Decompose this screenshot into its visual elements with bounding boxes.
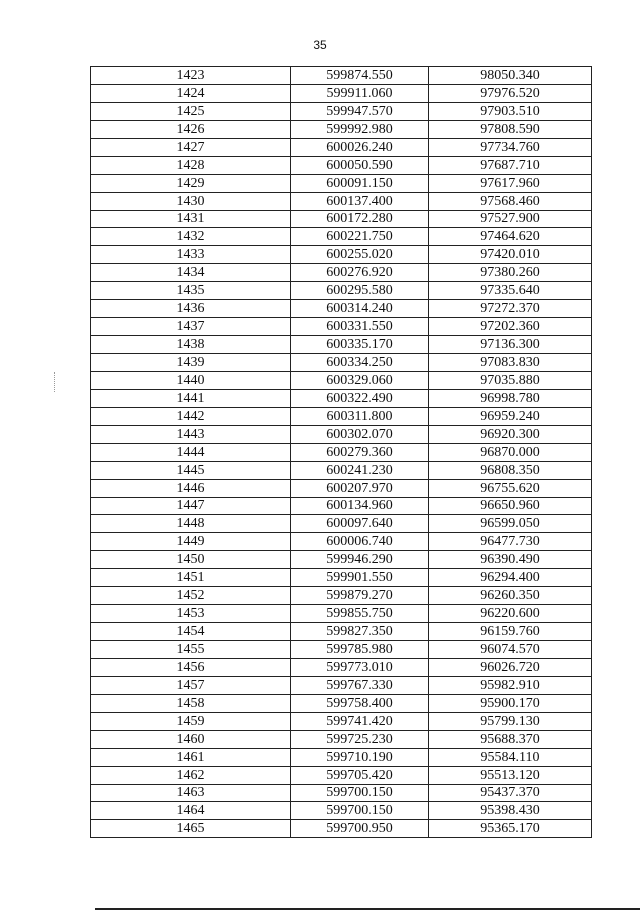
x-coordinate-cell: 599725.230 [291,730,429,748]
point-number-cell: 1452 [91,587,291,605]
table-row [91,784,592,802]
point-number-cell: 1438 [91,336,291,354]
x-coordinate-cell: 600295.580 [291,282,429,300]
table-row [91,371,592,389]
point-number-cell: 1453 [91,605,291,623]
x-coordinate-cell: 600255.020 [291,246,429,264]
x-coordinate-cell: 599879.270 [291,587,429,605]
point-number-cell: 1462 [91,766,291,784]
y-coordinate-cell: 95982.910 [429,676,592,694]
y-coordinate-cell: 96998.780 [429,389,592,407]
point-number-cell: 1459 [91,712,291,730]
x-coordinate-cell: 600241.230 [291,461,429,479]
point-number-cell: 1461 [91,748,291,766]
y-coordinate-cell: 96808.350 [429,461,592,479]
x-coordinate-cell: 600335.170 [291,336,429,354]
y-coordinate-cell: 97272.370 [429,300,592,318]
table-row [91,461,592,479]
table-row [91,336,592,354]
point-number-cell: 1445 [91,461,291,479]
x-coordinate-cell: 600221.750 [291,228,429,246]
x-coordinate-cell: 600137.400 [291,192,429,210]
coordinates-table-body [91,67,592,838]
y-coordinate-cell: 95799.130 [429,712,592,730]
x-coordinate-cell: 600172.280 [291,210,429,228]
point-number-cell: 1447 [91,497,291,515]
y-coordinate-cell: 98050.340 [429,67,592,85]
x-coordinate-cell: 599773.010 [291,658,429,676]
table-row [91,138,592,156]
table-row [91,551,592,569]
table-row [91,641,592,659]
x-coordinate-cell: 599946.290 [291,551,429,569]
y-coordinate-cell: 96599.050 [429,515,592,533]
x-coordinate-cell: 600091.150 [291,174,429,192]
y-coordinate-cell: 95437.370 [429,784,592,802]
table-row [91,67,592,85]
point-number-cell: 1443 [91,425,291,443]
x-coordinate-cell: 600134.960 [291,497,429,515]
table-row [91,264,592,282]
x-coordinate-cell: 600026.240 [291,138,429,156]
point-number-cell: 1446 [91,479,291,497]
table-row [91,694,592,712]
y-coordinate-cell: 97734.760 [429,138,592,156]
y-coordinate-cell: 96159.760 [429,623,592,641]
x-coordinate-cell: 599758.400 [291,694,429,712]
table-row [91,389,592,407]
table-row [91,569,592,587]
table-row [91,623,592,641]
y-coordinate-cell: 97335.640 [429,282,592,300]
point-number-cell: 1425 [91,102,291,120]
point-number-cell: 1448 [91,515,291,533]
table-row [91,820,592,838]
x-coordinate-cell: 600311.800 [291,407,429,425]
table-row [91,407,592,425]
point-number-cell: 1429 [91,174,291,192]
y-coordinate-cell: 96477.730 [429,533,592,551]
y-coordinate-cell: 96870.000 [429,443,592,461]
y-coordinate-cell: 95900.170 [429,694,592,712]
point-number-cell: 1426 [91,120,291,138]
y-coordinate-cell: 95398.430 [429,802,592,820]
x-coordinate-cell: 600279.360 [291,443,429,461]
y-coordinate-cell: 96260.350 [429,587,592,605]
y-coordinate-cell: 97808.590 [429,120,592,138]
y-coordinate-cell: 96650.960 [429,497,592,515]
point-number-cell: 1442 [91,407,291,425]
x-coordinate-cell: 599705.420 [291,766,429,784]
table-row [91,84,592,102]
y-coordinate-cell: 97420.010 [429,246,592,264]
table-row [91,658,592,676]
table-row [91,605,592,623]
y-coordinate-cell: 96755.620 [429,479,592,497]
x-coordinate-cell: 600314.240 [291,300,429,318]
table-row [91,587,592,605]
y-coordinate-cell: 95365.170 [429,820,592,838]
y-coordinate-cell: 96074.570 [429,641,592,659]
point-number-cell: 1435 [91,282,291,300]
table-row [91,730,592,748]
point-number-cell: 1433 [91,246,291,264]
y-coordinate-cell: 96294.400 [429,569,592,587]
x-coordinate-cell: 600322.490 [291,389,429,407]
y-coordinate-cell: 97527.900 [429,210,592,228]
y-coordinate-cell: 97380.260 [429,264,592,282]
y-coordinate-cell: 95688.370 [429,730,592,748]
table-row [91,192,592,210]
x-coordinate-cell: 600331.550 [291,318,429,336]
point-number-cell: 1455 [91,641,291,659]
x-coordinate-cell: 599785.980 [291,641,429,659]
x-coordinate-cell: 600334.250 [291,354,429,372]
table-row [91,497,592,515]
y-coordinate-cell: 97202.360 [429,318,592,336]
point-number-cell: 1458 [91,694,291,712]
table-row [91,210,592,228]
x-coordinate-cell: 599767.330 [291,676,429,694]
x-coordinate-cell: 599700.150 [291,802,429,820]
x-coordinate-cell: 599855.750 [291,605,429,623]
point-number-cell: 1451 [91,569,291,587]
table-row [91,354,592,372]
x-coordinate-cell: 599901.550 [291,569,429,587]
point-number-cell: 1436 [91,300,291,318]
point-number-cell: 1449 [91,533,291,551]
y-coordinate-cell: 96026.720 [429,658,592,676]
table-row [91,443,592,461]
y-coordinate-cell: 97083.830 [429,354,592,372]
point-number-cell: 1434 [91,264,291,282]
x-coordinate-cell: 599911.060 [291,84,429,102]
table-row [91,300,592,318]
table-row [91,676,592,694]
scan-artifact-mark [54,372,57,392]
table-row [91,120,592,138]
point-number-cell: 1428 [91,156,291,174]
point-number-cell: 1437 [91,318,291,336]
point-number-cell: 1465 [91,820,291,838]
y-coordinate-cell: 96920.300 [429,425,592,443]
x-coordinate-cell: 599700.950 [291,820,429,838]
y-coordinate-cell: 97035.880 [429,371,592,389]
x-coordinate-cell: 599947.570 [291,102,429,120]
y-coordinate-cell: 95513.120 [429,766,592,784]
point-number-cell: 1423 [91,67,291,85]
x-coordinate-cell: 600276.920 [291,264,429,282]
y-coordinate-cell: 97903.510 [429,102,592,120]
table-row [91,479,592,497]
point-number-cell: 1439 [91,354,291,372]
table-row [91,748,592,766]
y-coordinate-cell: 96220.600 [429,605,592,623]
table-row [91,102,592,120]
table-row [91,246,592,264]
table-row [91,802,592,820]
point-number-cell: 1430 [91,192,291,210]
point-number-cell: 1450 [91,551,291,569]
point-number-cell: 1464 [91,802,291,820]
y-coordinate-cell: 96959.240 [429,407,592,425]
x-coordinate-cell: 599992.980 [291,120,429,138]
table-row [91,282,592,300]
page-number: 35 [313,38,327,52]
table-row [91,712,592,730]
table-row [91,156,592,174]
table-row [91,533,592,551]
x-coordinate-cell: 599827.350 [291,623,429,641]
table-row [91,766,592,784]
point-number-cell: 1454 [91,623,291,641]
point-number-cell: 1463 [91,784,291,802]
point-number-cell: 1431 [91,210,291,228]
y-coordinate-cell: 97617.960 [429,174,592,192]
y-coordinate-cell: 97136.300 [429,336,592,354]
table-row [91,318,592,336]
y-coordinate-cell: 97464.620 [429,228,592,246]
y-coordinate-cell: 97687.710 [429,156,592,174]
point-number-cell: 1427 [91,138,291,156]
table-row [91,515,592,533]
x-coordinate-cell: 599710.190 [291,748,429,766]
x-coordinate-cell: 600050.590 [291,156,429,174]
x-coordinate-cell: 600097.640 [291,515,429,533]
point-number-cell: 1441 [91,389,291,407]
y-coordinate-cell: 96390.490 [429,551,592,569]
y-coordinate-cell: 97976.520 [429,84,592,102]
bottom-rule [95,908,640,910]
x-coordinate-cell: 599700.150 [291,784,429,802]
x-coordinate-cell: 600329.060 [291,371,429,389]
point-number-cell: 1444 [91,443,291,461]
y-coordinate-cell: 97568.460 [429,192,592,210]
x-coordinate-cell: 600302.070 [291,425,429,443]
table-row [91,228,592,246]
coordinates-table [90,66,592,838]
point-number-cell: 1457 [91,676,291,694]
y-coordinate-cell: 95584.110 [429,748,592,766]
point-number-cell: 1424 [91,84,291,102]
table-row [91,425,592,443]
point-number-cell: 1456 [91,658,291,676]
x-coordinate-cell: 600207.970 [291,479,429,497]
point-number-cell: 1432 [91,228,291,246]
x-coordinate-cell: 599741.420 [291,712,429,730]
x-coordinate-cell: 600006.740 [291,533,429,551]
point-number-cell: 1460 [91,730,291,748]
point-number-cell: 1440 [91,371,291,389]
table-row [91,174,592,192]
x-coordinate-cell: 599874.550 [291,67,429,85]
